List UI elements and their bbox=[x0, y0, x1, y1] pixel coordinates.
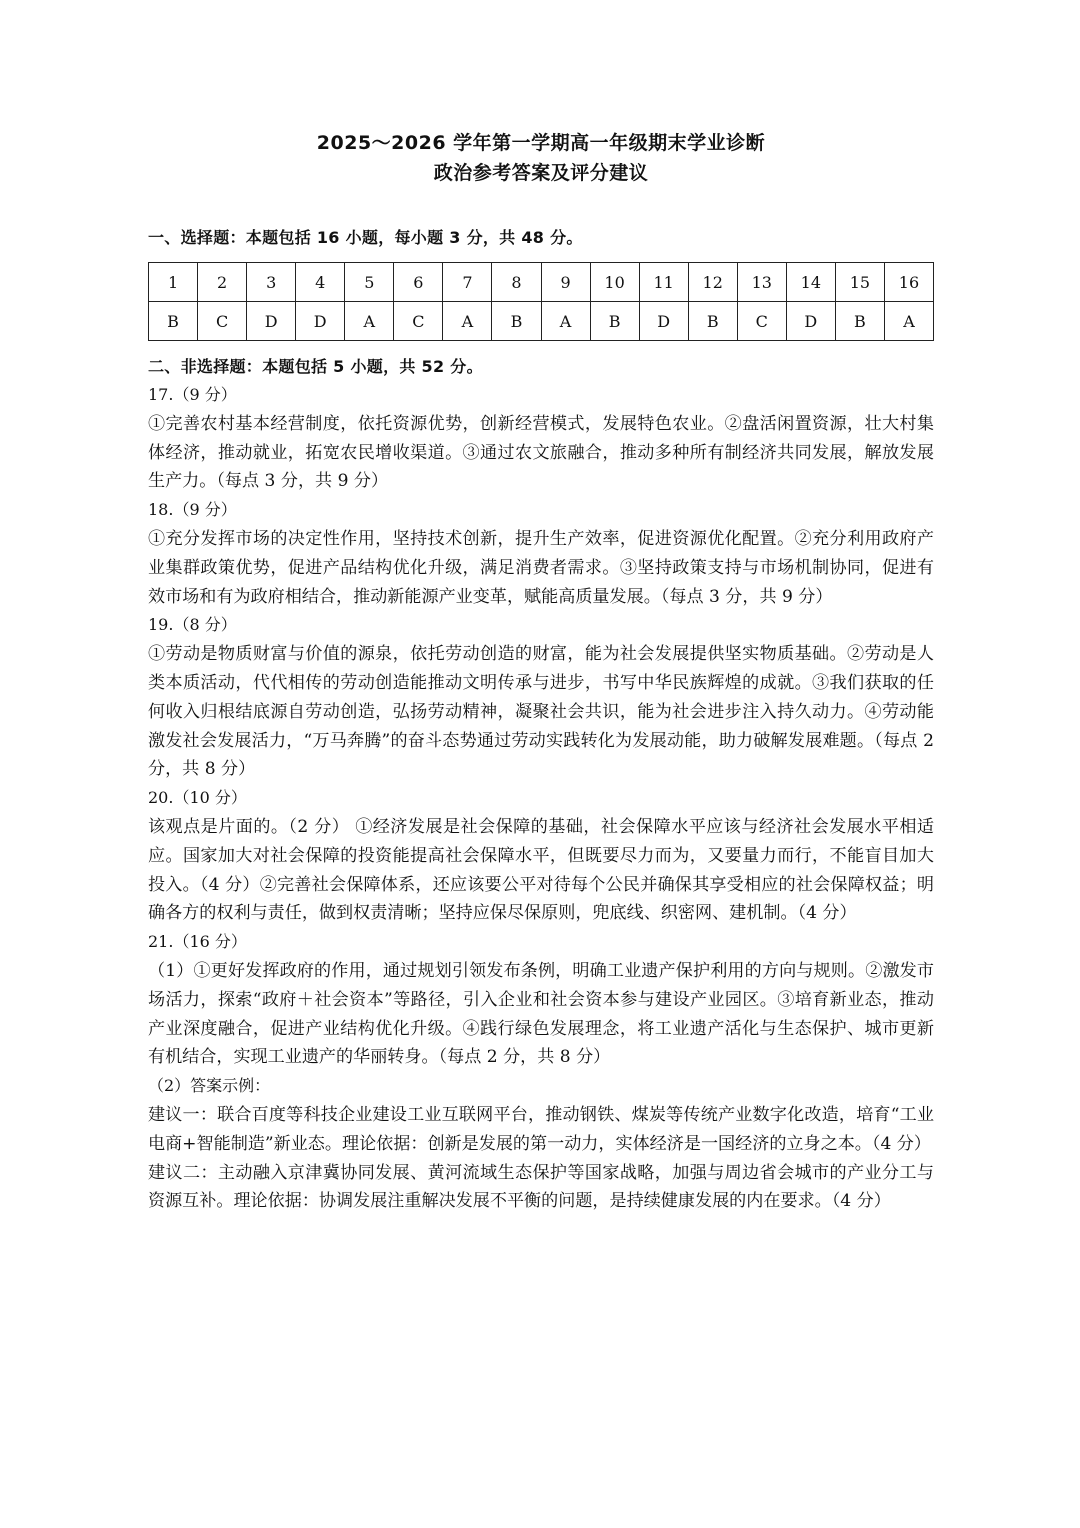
question-number-cell: 5 bbox=[345, 263, 394, 302]
document-title: 2025～2026 学年第一学期高一年级期末学业诊断 bbox=[316, 132, 766, 154]
answer-cell: C bbox=[394, 302, 443, 341]
answer-cell: B bbox=[835, 302, 884, 341]
question-number-cell: 15 bbox=[835, 263, 884, 302]
question-number-cell: 16 bbox=[884, 263, 933, 302]
answer-cell: B bbox=[149, 302, 198, 341]
question-number-row bbox=[149, 263, 934, 302]
question-number-cell: 2 bbox=[198, 263, 247, 302]
question-number-cell: 9 bbox=[541, 263, 590, 302]
answer-cell: A bbox=[345, 302, 394, 341]
section2-heading: 二、非选择题：本题包括 5 小题，共 52 分。 bbox=[148, 357, 483, 376]
q17-answer: ①完善农村基本经营制度，依托资源优势，创新经营模式，发展特色农业。②盘活闲置资源，壮大村集体经济，推动就业，拓宽农民增收渠道。③通过农文旅融合，推动多种所有制经济共同发展，解放发展生产力。（每点 3 分，共 9 分） bbox=[148, 413, 934, 492]
answer-cell: B bbox=[492, 302, 541, 341]
q19-heading: 19.（8 分） bbox=[148, 615, 237, 635]
q18-answer: ①充分发挥市场的决定性作用，坚持技术创新，提升生产效率，促进资源优化配置。②充分利用政府产业集群政策优势，促进产品结构优化升级，满足消费者需求。③坚持政策支持与市场机制协同，促进有效市场和有为政府相结合，推动新能源产业变革，赋能高质量发展。（每点 3 分，共 9 分） bbox=[148, 528, 934, 607]
q20-answer: 该观点是片面的。（2 分） ①经济发展是社会保障的基础，社会保障水平应该与经济社会发展水平相适应。国家加大对社会保障的投资能提高社会保障水平，但既要尽力而为，又要量力而行，不能盲目加大投入。（4 分）②完善社会保障体系，还应该要公平对待每个公民并确保其享受相应的社会保障权益；明确各方的权利与责任，做到权责清晰；坚持应保尽保原则，兜底线、织密网、建机制。（4 分） bbox=[148, 816, 934, 924]
question-number-cell: 10 bbox=[590, 263, 639, 302]
answer-cell: A bbox=[884, 302, 933, 341]
question-number-cell: 8 bbox=[492, 263, 541, 302]
q18-heading: 18.（9 分） bbox=[148, 500, 237, 520]
question-number-cell: 1 bbox=[149, 263, 198, 302]
answer-cell: D bbox=[639, 302, 688, 341]
section1-heading: 一、选择题：本题包括 16 小题，每小题 3 分，共 48 分。 bbox=[148, 228, 583, 247]
question-number-cell: 7 bbox=[443, 263, 492, 302]
q20-heading: 20.（10 分） bbox=[148, 788, 247, 808]
question-number-cell: 11 bbox=[639, 263, 688, 302]
q17-heading: 17.（9 分） bbox=[148, 385, 237, 404]
q21-heading: 21.（16 分） bbox=[148, 932, 247, 952]
q21-part1-answer: （1）①更好发挥政府的作用，通过规划引领发布条例，明确工业遗产保护利用的方向与规则。②激发市场活力，探索“政府＋社会资本”等路径，引入企业和社会资本参与建设产业园区。③培育新业态，推动产业深度融合，促进产业结构优化升级。④践行绿色发展理念，将工业遗产活化与生态保护、城市更新有机结合，实现工业遗产的华丽转身。（每点 2 分，共 8 分） bbox=[148, 960, 934, 1068]
document-subtitle: 政治参考答案及评分建议 bbox=[433, 162, 649, 184]
answer-cell: C bbox=[737, 302, 786, 341]
q19-answer: ①劳动是物质财富与价值的源泉，依托劳动创造的财富，能为社会发展提供坚实物质基础。②劳动是人类本质活动，代代相传的劳动创造能推动文明传承与进步，书写中华民族辉煌的成就。③我们获取的任何收入归根结底源自劳动创造，弘扬劳动精神，凝聚社会共识，能为社会进步注入持久动力。④劳动能激发社会发展活力，“万马奔腾”的奋斗态势通过劳动实践转化为发展动能，助力破解发展难题。（每点 2 分，共 8 分） bbox=[148, 644, 934, 780]
answer-row bbox=[149, 302, 934, 341]
answer-document bbox=[148, 128, 934, 1216]
question-number-cell: 6 bbox=[394, 263, 443, 302]
answer-cell: B bbox=[590, 302, 639, 341]
question-number-cell: 14 bbox=[786, 263, 835, 302]
answer-cell: D bbox=[786, 302, 835, 341]
question-number-cell: 13 bbox=[737, 263, 786, 302]
question-number-cell: 4 bbox=[296, 263, 345, 302]
q21-suggestion-2: 建议二：主动融入京津冀协同发展、黄河流域生态保护等国家战略，加强与周边省会城市的产业分工与资源互补。理论依据：协调发展注重解决发展不平衡的问题，是持续健康发展的内在要求。（4 分） bbox=[148, 1162, 934, 1212]
q21-part2-heading: （2）答案示例： bbox=[148, 1076, 271, 1096]
answer-table bbox=[148, 262, 934, 341]
answer-cell: A bbox=[541, 302, 590, 341]
answer-cell: D bbox=[296, 302, 345, 341]
answer-cell: C bbox=[198, 302, 247, 341]
question-number-cell: 12 bbox=[688, 263, 737, 302]
question-number-cell: 3 bbox=[247, 263, 296, 302]
answer-cell: B bbox=[688, 302, 737, 341]
q21-suggestion-1: 建议一：联合百度等科技企业建设工业互联网平台，推动钢铁、煤炭等传统产业数字化改造，培育“工业电商+智能制造”新业态。理论依据：创新是发展的第一动力，实体经济是一国经济的立身之本。（4 分） bbox=[148, 1104, 934, 1154]
answer-cell: A bbox=[443, 302, 492, 341]
answer-cell: D bbox=[247, 302, 296, 341]
